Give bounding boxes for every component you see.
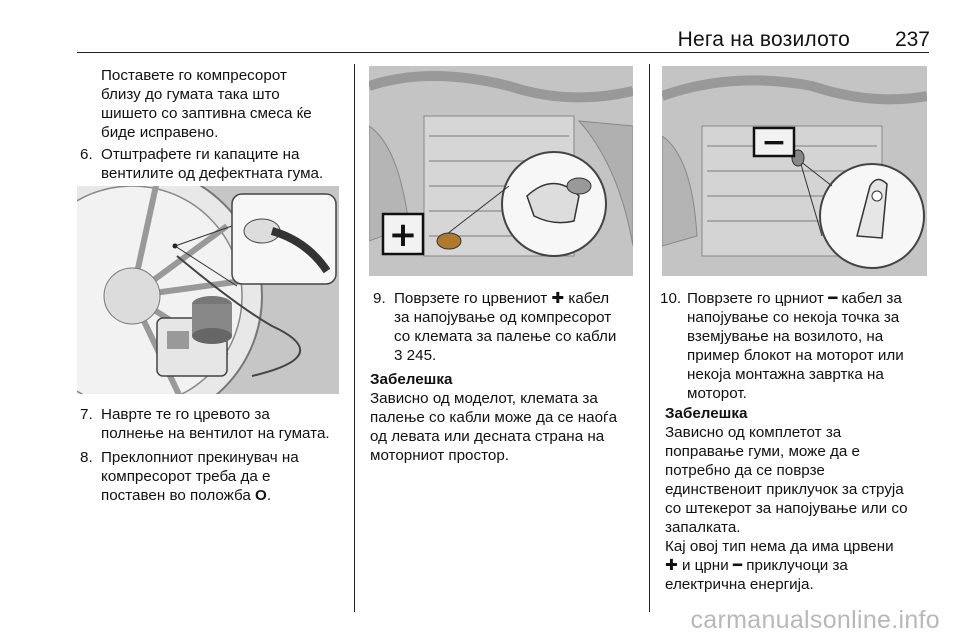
step-9: 9. Поврзете го црвениот ✚ кабел за напојување од компресорот со клемата за палење со кабли 3 245.: [373, 290, 617, 364]
minus-label: −: [761, 125, 787, 160]
note-col2: Забелешка Зависно од моделот, клемата за палење со кабли може да се наоѓа од левата или десната страна на моторниот простор.: [370, 370, 650, 465]
step-7: 7. Наврте те го цревото за полнење на вентилот на гумата.: [80, 406, 330, 442]
figure-plus-terminal: [369, 66, 633, 276]
column-divider-1: [354, 64, 355, 612]
figure-minus-ground: [662, 66, 927, 276]
compressor-illustration: [77, 186, 339, 394]
figure-compressor-valve: [77, 186, 339, 394]
step-10: 10. Поврзете го црниот ━ кабел за напојување со некоја точка за вземјување на возилото, на пример блокот на моторот или некоја монтажна завртка на моторот.: [660, 290, 904, 402]
note-heading: Забелешка: [370, 371, 453, 388]
step-number: 10.: [660, 290, 682, 307]
header-rule: [77, 52, 929, 53]
page-number: 237: [894, 28, 930, 51]
step-number: 8.: [80, 449, 93, 466]
minus-icon: ━: [732, 557, 743, 574]
note-col3-continued: Кај овој тип нема да има црвени ✚ и црни ━ приклучоци за електрична енергија.: [665, 538, 894, 593]
step-8: 8. Преклопниот прекинувач на компресорот треба да е поставен во положба O.: [80, 449, 299, 504]
page-ref-icon: 3: [394, 347, 403, 364]
footer-watermark: carmanualsonline.info: [690, 606, 940, 634]
step-6: 6. Отштрафете ги капаците на вентилите од дефектната гума.: [80, 146, 324, 182]
plus-label: +: [388, 215, 418, 255]
column-divider-2: [649, 64, 650, 612]
step-number: 6.: [80, 146, 93, 163]
switch-position-symbol: O: [255, 487, 267, 504]
step-number: 7.: [80, 406, 93, 423]
note-heading: Забелешка: [665, 405, 748, 422]
intro-paragraph: Поставете го компресорот близу до гумата така што шишето со заптивна смеса ќе биде исправено.: [101, 67, 312, 141]
note-col3: Забелешка Зависно од комплетот за поправање гуми, може да е потребно да се поврзе единственоит приклучок за струја со штекерот за напојување или со запалката.: [665, 404, 935, 537]
step-number: 9.: [373, 290, 386, 307]
page-header-title: Нега на возилото: [677, 28, 850, 51]
plus-icon: ✚: [551, 290, 565, 307]
plus-icon: ✚: [665, 557, 678, 574]
minus-icon: ━: [828, 290, 838, 307]
